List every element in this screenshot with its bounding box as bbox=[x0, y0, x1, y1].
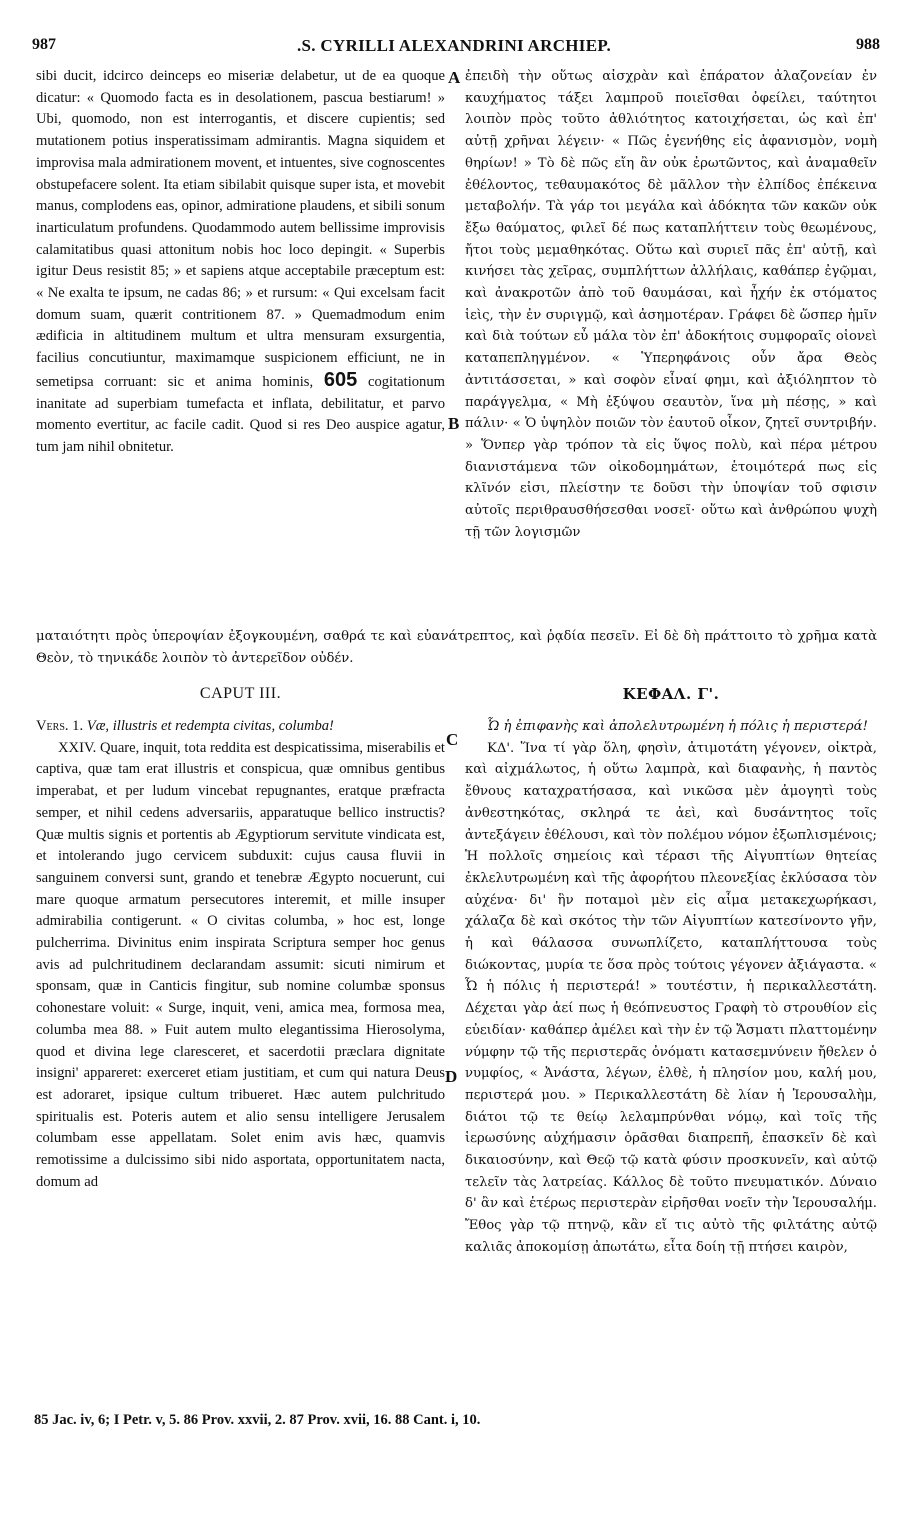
latin-paragraph-top: sibi ducit, idcirco deinceps eo miseriæ delabetur, ut de ea quoque dicatur: « Quomodo facta es in desolationem, pascua bestiarum! » Ubi, quomodo, non est interrogantis, et discere cupientis; sed mutationem potius insperatissimam admirantis. Magna siquidem et improvisa mala admirationem movent, et intuentes, sive cognoscentes obstupefacere solent. Ita etiam sibilabit quisque super ista, et movebit manus, complodens eas, opinor, admiratione plaudens, et sibili sonum inarticulatum profundens. Quodammodo autem bellissime improvisis calamitatibus quasi attonitum nobis hoc loco depingit. « Superbis igitur Deus resistit 85; » et sapiens atque acceptabile præceptum est: « Ne exalta te ipsum, ne cadas 86; » et rursum: « Qui excelsam facit domum suam, quærit contritionem 87. » Quemadmodum enim ædificia in altitudinem multum et ultra mensuram exsurgentia, facilius concutiuntur, maximamque suspicionem efficiunt, ne in semetipsa corruant: sic et anima hominis, 605 cogitationum inanitate ad superbiam tumefacta et inflata, debilitatur, et parvo momento evertitur, ac facile cadit. Quod si res Deo auspice agatur, tum jam nihil obnitetur. bbox=[36, 68, 445, 455]
latin-verse bbox=[36, 716, 445, 738]
greek-spanning-text bbox=[36, 626, 877, 669]
running-title: .S. CYRILLI ALEXANDRINI ARCHIEP. bbox=[296, 36, 612, 55]
margin-letter-a: A bbox=[448, 68, 461, 87]
latin-column-bottom bbox=[36, 716, 445, 1193]
latin-text-bottom: Quare, inquit, tota reddita est despicatissima, miserabilis et captiva, quæ tam erat illustris et conspicua, quæ omnibus gentibus imperabat, et per ludum vincebat repugnantes, eratque præfracta semper, et nihil cedens adversariis, apparatuque bellico instructis? Quæ multis signis et portentis ab Ægyptiorum servitute vindicata est, et intolerando jugo cervicem subduxit: cujus causa fluvii in sanguinem conversi sunt, grando et tenebræ Ægypto nocuerunt, cui mare quoque armatum persecutores interemit, et mille insuper admirabilia contigerunt. « O civitas columba, » hoc est, longe pulcherrima. Divinitus enim inspirata Scriptura semper hoc genus avis ad pulchritudinem declarandam assumit: sicuti nimirum et sponsam, quæ in Canticis fingitur, sub nomine columbæ sponsus cohonestare voluit: « Surge, inquit, veni, amica mea, formosa mea, columba mea 88. » Fuit autem multo elegantissima Hierosolyma, quod et divina lege claresceret, et sacerdotii præclara dignitate insigni' appareret: exerceret etiam justitiam, et cum qui natura Deus est adoraret, ipsique cultum tribueret. Hæc autem pulchritudo spiritualis est. Poteris autem et alio sensu intelligere Jerusalem columbam esse appellatam. Solet enim avis hæc, quamvis remotissime a dulcissimo sibi nido asportata, opportunitatem nacta, domum ad bbox=[36, 739, 445, 1190]
greek-verse-text: Ὦ ἡ ἐπιφανὴς καὶ ἀπολελυτρωμένη ἡ πόλις ἡ περιστερά! bbox=[487, 719, 868, 734]
greek-section-number: ΚΔ'. bbox=[487, 740, 515, 756]
greek-chapter-heading: ΚΕΦΑΛ. Γ'. bbox=[622, 685, 720, 703]
latin-section-number: XXIV. bbox=[58, 739, 97, 756]
latin-verse-label: Vers. 1. bbox=[36, 718, 84, 734]
latin-text-top-end: cogitationum inanitate ad superbiam tumefacta et inflata, debilitatur, et parvo momento evertitur, ac facile cadit. Quod si res Deo auspice agatur, tum jam nihil obnitetur. bbox=[36, 373, 445, 455]
page-number-left: 987 bbox=[32, 36, 56, 53]
latin-paragraph-bottom bbox=[36, 738, 445, 1194]
column-number: 605 bbox=[323, 368, 358, 391]
margin-letter-b: B bbox=[448, 414, 460, 433]
greek-spanning-paragraph: ματαιότητι πρὸς ὑπεροψίαν ἐξογκουμένη, σαθρά τε καὶ εὐανάτρεπτος, καὶ ῥᾳδία πεσεῖν. Εἰ δὲ δὴ πράττοιτο τὸ χρῆμα κατὰ Θεὸν, τὸ τηνικάδε λοιπὸν τὸ ἀντερεῖδον οὐδέν. bbox=[36, 629, 877, 666]
latin-verse-text: Væ, illustris et redempta civitas, columba! bbox=[86, 718, 334, 734]
greek-text-bottom: Ἵνα τί γὰρ ὅλη, φησὶν, ἀτιμοτάτη γέγονεν, οἰκτρὰ, καὶ αἰχμάλωτος, ἡ οὕτω λαμπρὰ, καὶ διαφανὴς, ἡ παντὸς ἔθνους καταχρατήσασα, καὶ νικῶσα μὲν ἀμογητὶ τοὺς ἀνθεστηκότας, σκληρά τε ἀεὶ, καὶ δυσάντητος τοῖς ἀντεξάγειν ἐθέλουσι, καὶ τὸν πολέμου νόμον ἐξωπλισμένοις; Ἡ πολλοῖς σημείοις καὶ τέρασι τῆς Αἰγυπτίων θητείας ἐκλελυτρωμένη καὶ τῆς ἀφορήτου πλεονεξίας ἐκλύσασα τὸν αὐχένα· δι' ἣν ποταμοὶ μὲν εἰς αἷμα μετακεχωρήκασι, χάλαζα δὲ καὶ σκότος τὴν τῶν Αἰγυπτίων κατεσίνοντο γῆν, ἡ καὶ θάλασσα συνωπλίζετο, καταπλήττουσα τοὺς διώκοντας, μυρία τε ὅσα πρὸς τούτοις γέγονεν ἀξιάγαστα. « Ὦ ἡ πόλις ἡ περιστερά! » τουτέστιν, ἡ περικαλλεστάτη. Δέχεται γὰρ ἀεί πως ἡ θεόπνευστος Γραφὴ τὸ στρουθίον εἰς εὐειδίαν· καθάπερ ἀμέλει καὶ τὴν ἐν τῷ Ἄσματι πλαττομένην νύμφην τῷ τῆς περιστερᾶς ὀνόματι κατασεμνύνειν ἤθελεν ὁ νυμφίος, « Ἀνάστα, λέγων, ἐλθὲ, ἡ πλησίον μου, καλή μου, περιστερά μου. » Περικαλλεστάτη δὲ λίαν ἡ Ἱερουσαλὴμ, διάτοι τῷ τε θείῳ λελαμπρύνθαι νόμῳ, καὶ τοῖς τῆς ἱερωσύνης αὐχήμασιν ὁρᾶσθαι διαπρεπῆ, ἐπασκεῖν δὲ καὶ δικαιοσύνην, καὶ Θεῷ τῷ κατὰ φύσιν προσκυνεῖν, καὶ αὐτῷ τελεῖν τὰς λατρείας. Κάλλος δὲ τοῦτο πνευματικόν. Δύναιο δ' ἂν καὶ ἑτέρως περιστερὰν εἰρῆσθαι νοεῖν τὴν Ἱερουσαλήμ. Ἔθος γὰρ τῷ πτηνῷ, κἂν εἴ τις αὐτὸ τῆς φιλτάτης αὐτῷ καλιᾶς ἀποκομίσῃ ἀπωτάτω, εἶτα δοίη τῇ πτήσει καιρὸν, bbox=[465, 740, 877, 1255]
greek-column-bottom bbox=[465, 716, 877, 1259]
greek-text-top: ἐπειδὴ τὴν οὕτως αἰσχρὰν καὶ ἐπάρατον ἀλαζονείαν ἐν καυχήματος τάξει λαμπροῦ ποιεῖσθαι ὀφείλει, ταύτητοι λοιπὸν πρὸς τοῦτο ἀθλιότητος κατοιχήσεται, ὡς καὶ ἐπ' αὐτῇ χρῆναι λέγειν· « Πῶς ἐγενήθης εἰς ἀφανισμὸν, νομὴ θηρίων! » Τὸ δὲ πῶς εἴη ἂν οὐκ ἐρωτῶντος, καὶ ἀναμαθεῖν ἐθέλοντος, τεθαυμακότος δὲ μᾶλλον τὴν ἐλπίδος ἐπέκεινα μεταβολήν. Τὰ γάρ τοι μεγάλα καὶ ἀδόκητα τῶν κακῶν οὐκ ἔξω θαύματος, φιλεῖ δέ πως καταπλήττειν τοὺς θεωμένους, ἤτοι τοὺς μεμαθηκότας. Οὕτω καὶ συριεῖ πᾶς ἐπ' αὐτῇ, καὶ κινήσει τὰς χεῖρας, συμπλήττων ἀλλήλαις, καθάπερ ἐγῷμαι, καὶ ἀνακροτῶν ἀπὸ τοῦ θαυμάσαι, καὶ ἦχήν ἐκ στόματος ἱεὶς, τὴν ἐν συριγμῷ, καὶ ἀσημοτέραν. Γράφει δὲ ὥσπερ ἡμῖν καὶ διὰ τούτων εὖ μάλα τὸν ἐπ' ἀδοκήτοις συμφοραῖς οἱονεὶ καταπεπληγμένον. « Ὑπερηφάνοις οὖν ἄρα Θεὸς ἀντιτάσσεται, » καὶ σοφὸν εἶναί φημι, καὶ ἀξιόληπτον τὸ παράγγελμα, « Μὴ ἐξύψου σεαυτὸν, ἵνα μὴ πέσῃς, » καὶ πάλιν· « Ὁ ὑψηλὸν ποιῶν τὸν ἑαυτοῦ οἶκον, ζητεῖ συντριβήν. » Ὅνπερ γὰρ τρόπον τὰ εἰς ὕψος πολὺ, καὶ πέρα μέτρου διανιστάμενα τῶν οἰκοδομημάτων, ἑτοιμότερά πως εἰς κλῖνόν εἰσι, πλείστην τε δοῦσι τὴν ὑποψίαν τοῦ σφισιν αὐτοῖς περιθραυσθήσεσθαι νοσεῖ· οὕτω καὶ ἀνθρώπου ψυχὴ τῇ τῶν λογισμῶν bbox=[465, 69, 877, 540]
latin-text-top: sibi ducit, idcirco deinceps eo miseriæ delabetur, ut de ea quoque dicatur: « Quomodo facta es in desolationem, pascua bestiarum! » Ubi, quomodo, non est interrogantis, et discere cupientis; sed mutationem potius insperatissimam admirantis. Magna siquidem et improvisa mala admirationem movent, et intuentes, sive cognoscentes obstupefacere solent. Ita etiam sibilabit quisque super ista, et movebit manus, complodens eas, opinor, admiratione plaudens, et sibili sonum inarticulatum profundens. Quodammodo autem bellissime improvisis calamitatibus quasi attonitum nobis hoc loco depingit. « Superbis igitur Deus resistit 85; » et sapiens atque acceptabile præceptum est: « Ne exalta te ipsum, ne cadas 86; » et rursum: « Qui excelsam facit domum suam, quærit contritionem 87. » Quemadmodum enim ædificia in altitudinem multum et ultra mensuram exsurgentia, facilius concutiuntur, maximamque suspicionem efficiunt, ne in semetipsa corruant: sic et anima hominis bbox=[36, 68, 445, 390]
footnotes: 85 Jac. iv, 6; I Petr. v, 5. 86 Prov. xxvii, 2. 87 Prov. xvii, 16. 88 Cant. i, 10. bbox=[34, 1412, 481, 1428]
margin-letter-d: D bbox=[445, 1067, 458, 1086]
latin-column-top bbox=[36, 66, 445, 459]
margin-letter-c: C bbox=[446, 730, 459, 749]
greek-column-top bbox=[465, 66, 877, 543]
page-number-right: 988 bbox=[856, 36, 880, 53]
page-header bbox=[28, 36, 880, 60]
greek-paragraph-bottom bbox=[465, 738, 877, 1259]
latin-chapter-heading: CAPUT III. bbox=[199, 685, 282, 702]
